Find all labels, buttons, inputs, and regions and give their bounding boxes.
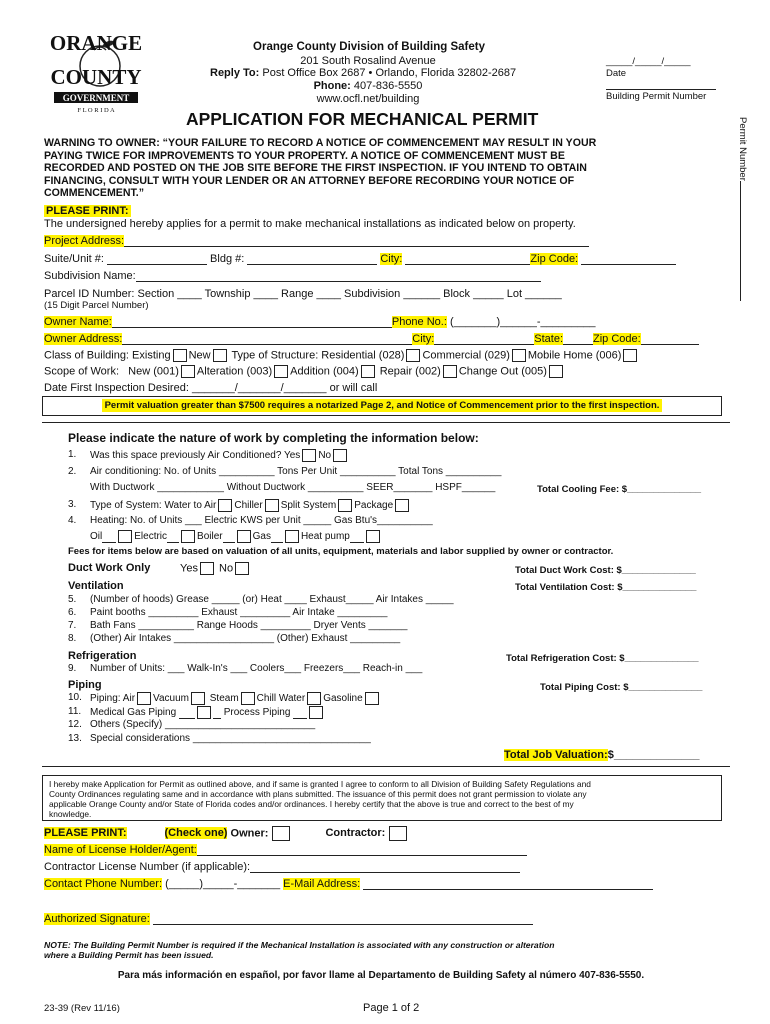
license-number-label: Contractor License Number (if applicable): xyxy=(44,861,251,873)
job-total-label: Total Job Valuation: xyxy=(504,749,608,761)
owner-state-field[interactable] xyxy=(563,334,593,345)
q6-text[interactable]: Paint booths _________ Exhaust _________ Air Intake _________ xyxy=(90,607,388,618)
subdivision-label: Subdivision Name: xyxy=(44,270,136,282)
check-one-label: (Check one) xyxy=(164,827,228,840)
q1-no-label: No xyxy=(318,450,332,462)
ventilation-heading: Ventilation xyxy=(68,580,124,592)
q12-text[interactable]: Others (Specify) ___________________________ xyxy=(90,719,316,730)
mobile-label: Mobile Home (006) xyxy=(527,349,622,362)
ventilation-total[interactable]: Total Ventilation Cost: $______________ xyxy=(515,582,697,593)
please-print-label: PLEASE PRINT: xyxy=(46,205,129,217)
reply-label: Reply To: xyxy=(210,67,260,79)
parcel-line[interactable]: Parcel ID Number: Section ____ Township ____ Range ____ Subdivision ______ Block _____ Lot ______ xyxy=(44,288,562,300)
chill-label: Chill Water xyxy=(256,693,306,705)
license-holder-field[interactable] xyxy=(197,845,527,856)
cooling-fee[interactable]: Total Cooling Fee: $______________ xyxy=(537,484,702,495)
owner-zip-field[interactable] xyxy=(641,334,699,345)
suite-field[interactable] xyxy=(107,254,207,265)
gasoline-checkbox[interactable] xyxy=(365,692,379,705)
contact-phone-label: Contact Phone Number: xyxy=(44,878,163,890)
gas-checkbox[interactable] xyxy=(285,530,299,543)
chiller-checkbox[interactable] xyxy=(265,499,279,512)
medgas-checkbox[interactable] xyxy=(197,706,211,719)
logo-line2: COUNTY xyxy=(50,65,142,89)
repair-label: Repair (002) xyxy=(379,365,441,378)
duct-yes-label: Yes xyxy=(180,562,198,575)
form-title: APPLICATION FOR MECHANICAL PERMIT xyxy=(186,109,539,129)
divider xyxy=(42,422,730,423)
q7-text[interactable]: Bath Fans __________ Range Hoods _________ Dryer Vents _______ xyxy=(90,620,408,631)
fees-note: Fees for items below are based on valuation of all units, equipment, materials and labor supplied by owner or contractor. xyxy=(68,546,614,557)
q8-text[interactable]: (Other) Air Intakes __________________ (Other) Exhaust _________ xyxy=(90,633,401,644)
q1-no-checkbox[interactable] xyxy=(333,449,347,462)
refrigeration-total[interactable]: Total Refrigeration Cost: $______________ xyxy=(506,653,699,664)
certification-box: I hereby make Application for Permit as outlined above, and if same is granted I agree to conform to all Division of Building Safety Regulations and County Ordinances regulating same and in accordance with plans submitted. The issuance of this permit does not grant permission to violate any applicable Orange County and/or State of Florida codes and/or ordinances. I hereby certify that the above is true and correct to the best of my knowledge. xyxy=(42,775,722,821)
q5-text[interactable]: (Number of hoods) Grease _____ (or) Heat ____ Exhaust_____ Air Intakes _____ xyxy=(90,594,454,605)
duct-yes-checkbox[interactable] xyxy=(200,562,214,575)
vacuum-checkbox[interactable] xyxy=(191,692,205,705)
signature-label: Authorized Signature: xyxy=(44,913,150,925)
existing-checkbox[interactable] xyxy=(173,349,187,362)
license-number-field[interactable] xyxy=(250,862,520,873)
oil-label: Oil xyxy=(90,531,103,543)
org-name: Orange County Division of Building Safety xyxy=(253,41,485,53)
owner-name-field[interactable] xyxy=(112,317,392,328)
steam-label: Steam xyxy=(209,693,239,705)
owner-city-label: City: xyxy=(412,333,435,345)
addition-label: Addition (004) xyxy=(290,365,359,378)
commercial-checkbox[interactable] xyxy=(512,349,526,362)
electric-checkbox[interactable] xyxy=(181,530,195,543)
oil-checkbox[interactable] xyxy=(118,530,132,543)
intro-text: The undersigned hereby applies for a permit to make mechanical installations as indicated below on property. xyxy=(44,218,576,230)
owner-check-label: Owner: xyxy=(230,827,269,840)
process-checkbox[interactable] xyxy=(309,706,323,719)
address-line: 201 South Rosalind Avenue xyxy=(300,55,436,67)
note-text: NOTE: The Building Permit Number is required if the Mechanical Installation is associated with any construction or alteration where a Building Permit has been issued. xyxy=(44,940,555,960)
owner-zip-label: Zip Code: xyxy=(593,333,641,345)
process-label: Process Piping xyxy=(223,707,291,719)
parcel-note: (15 Digit Parcel Number) xyxy=(44,300,149,311)
owner-name-label: Owner Name: xyxy=(44,316,112,328)
air-checkbox[interactable] xyxy=(137,692,151,705)
q1-text: Was this space previously Air Conditioned? Yes xyxy=(90,450,301,462)
new-checkbox[interactable] xyxy=(213,349,227,362)
owner-city-field[interactable] xyxy=(434,334,534,345)
gasoline-label: Gasoline xyxy=(323,693,363,705)
reply-text: Post Office Box 2687 • Orlando, Florida 32802-2687 xyxy=(262,67,517,79)
contact-phone-field[interactable]: (_____)_____-_______ xyxy=(165,878,281,890)
logo-line3: GOVERNMENT xyxy=(62,93,130,103)
package-checkbox[interactable] xyxy=(395,499,409,512)
steam-checkbox[interactable] xyxy=(241,692,255,705)
permit-number-side-label: Permit Number xyxy=(737,117,748,301)
owner-address-field[interactable] xyxy=(122,334,412,345)
boiler-label: Boiler xyxy=(197,531,223,543)
package-label: Package xyxy=(354,500,394,512)
divider xyxy=(42,766,730,767)
mobile-checkbox[interactable] xyxy=(623,349,637,362)
duct-no-label: No xyxy=(219,562,234,575)
q4-text[interactable]: Heating: No. of Units ___ Electric KWS per Unit _____ Gas Btu's__________ xyxy=(90,515,433,526)
job-total-field[interactable]: $______________ xyxy=(607,749,700,761)
residential-checkbox[interactable] xyxy=(406,349,420,362)
heatpump-checkbox[interactable] xyxy=(366,530,380,543)
project-address-field[interactable] xyxy=(124,236,589,247)
building-permit-label: Building Permit Number xyxy=(606,91,707,102)
owner-address-label: Owner Address: xyxy=(44,333,123,345)
q2-text[interactable]: Air conditioning: No. of Units __________ Tons Per Unit __________ Total Tons __________ xyxy=(90,466,502,477)
refrigeration-heading: Refrigeration xyxy=(68,650,137,662)
repair-checkbox[interactable] xyxy=(443,365,457,378)
signature-field[interactable] xyxy=(153,914,533,925)
piping-total[interactable]: Total Piping Cost: $______________ xyxy=(540,682,703,693)
city-label: City: xyxy=(380,253,403,265)
change-label: Change Out (005) xyxy=(458,365,547,378)
license-holder-label: Name of License Holder/Agent: xyxy=(44,844,197,856)
q13-text[interactable]: Special considerations ________________________________ xyxy=(90,733,371,744)
vacuum-label: Vacuum xyxy=(153,693,189,705)
type-label: Type of Structure: Residential (028) xyxy=(231,349,405,362)
form-number: 23-39 (Rev 11/16) xyxy=(44,1003,120,1014)
date-line[interactable]: _____/_____/_____ xyxy=(606,56,691,67)
split-label: Split System xyxy=(280,500,337,512)
q1-yes-checkbox[interactable] xyxy=(302,449,316,462)
owner-phone-label: Phone No.: xyxy=(391,316,447,328)
date-inspection-line[interactable]: Date First Inspection Desired: _______/_______/_______ or will call xyxy=(44,382,378,394)
q9-text[interactable]: Number of Units: ___ Walk-In's ___ Coolers___ Freezers___ Reach-in ___ xyxy=(90,663,423,674)
email-label: E-Mail Address: xyxy=(283,878,361,890)
bldg-field[interactable] xyxy=(247,254,377,265)
scope-label: Scope of Work: xyxy=(44,365,119,378)
zip-label: Zip Code: xyxy=(530,253,579,265)
q2-duct-line[interactable]: With Ductwork ____________ Without Ductwork __________ SEER_______ HSPF______ xyxy=(90,482,496,493)
alteration-checkbox[interactable] xyxy=(274,365,288,378)
contractor-checkbox[interactable] xyxy=(389,826,407,841)
suite-label: Suite/Unit #: xyxy=(44,253,104,265)
owner-phone-field[interactable]: (_______)______-_________ xyxy=(449,316,596,328)
new-label: New xyxy=(188,349,211,362)
phone-number: 407-836-5550 xyxy=(353,80,423,92)
gas-label: Gas xyxy=(252,531,271,543)
heatpump-label: Heat pump xyxy=(300,531,350,543)
bldg-label: Bldg #: xyxy=(210,253,245,265)
electric-label: Electric xyxy=(134,531,168,543)
commercial-label: Commercial (029) xyxy=(422,349,510,362)
logo-line1: ORANGE xyxy=(50,31,142,55)
website: www.ocfl.net/building xyxy=(316,93,420,105)
split-checkbox[interactable] xyxy=(338,499,352,512)
alteration-label: Alteration (003) xyxy=(196,365,273,378)
piping-heading: Piping xyxy=(68,679,102,691)
subdivision-field[interactable] xyxy=(136,271,541,282)
scope-new-label: New (001) xyxy=(128,365,179,378)
logo-line4: F L O R I D A xyxy=(77,107,115,114)
owner-checkbox[interactable] xyxy=(272,826,290,841)
contractor-check-label: Contractor: xyxy=(325,827,386,840)
spanish-note: Para más información en español, por favor llame al Departamento de Building Safety al número 407-836-5550. xyxy=(117,970,645,981)
water-air-checkbox[interactable] xyxy=(218,499,232,512)
page-number: Page 1 of 2 xyxy=(363,1002,420,1014)
chill-checkbox[interactable] xyxy=(307,692,321,705)
duct-no-checkbox[interactable] xyxy=(235,562,249,575)
change-checkbox[interactable] xyxy=(549,365,563,378)
date-label: Date xyxy=(606,68,627,79)
valuation-notice: Permit valuation greater than $7500 requires a notarized Page 2, and Notice of Commencement prior to the first inspection. xyxy=(102,399,663,412)
permit-number-line[interactable] xyxy=(606,89,716,90)
zip-field[interactable] xyxy=(581,254,676,265)
q3-text: Type of System: Water to Air xyxy=(90,500,217,512)
nature-heading: Please indicate the nature of work by completing the information below: xyxy=(68,431,479,445)
owner-state-label: State: xyxy=(534,333,564,345)
please-print-label-2: PLEASE PRINT: xyxy=(44,827,127,840)
scope-new-checkbox[interactable] xyxy=(181,365,195,378)
chiller-label: Chiller xyxy=(234,500,263,512)
addition-checkbox[interactable] xyxy=(361,365,375,378)
city-field[interactable] xyxy=(405,254,530,265)
q10-text: Piping: Air xyxy=(90,693,136,705)
class-label: Class of Building: Existing xyxy=(44,349,171,362)
email-field[interactable] xyxy=(363,879,653,890)
boiler-checkbox[interactable] xyxy=(237,530,251,543)
phone-label: Phone: xyxy=(313,80,351,92)
warning-text: WARNING TO OWNER: “YOUR FAILURE TO RECORD A NOTICE OF COMMENCEMENT MAY RESULT IN YOUR PAYING TWICE FOR IMPROVEMENTS TO YOUR PROPERTY. A NOTICE OF COMMENCEMENT MUST BE RECORDED AND POSTED ON THE JOB SITE BEFORE THE FIRST INSPECTION. IF YOU INTEND TO OBTAIN FINANCING, CONSULT WITH YOUR LENDER OR AN ATTORNEY BEFORE RECORDING YOUR NOTICE OF COMMENCEMENT.” xyxy=(44,137,597,199)
project-address-label: Project Address: xyxy=(44,235,125,247)
duct-label: Duct Work Only xyxy=(68,562,151,574)
q11-text: Medical Gas Piping xyxy=(90,707,177,719)
duct-total[interactable]: Total Duct Work Cost: $______________ xyxy=(515,565,696,576)
